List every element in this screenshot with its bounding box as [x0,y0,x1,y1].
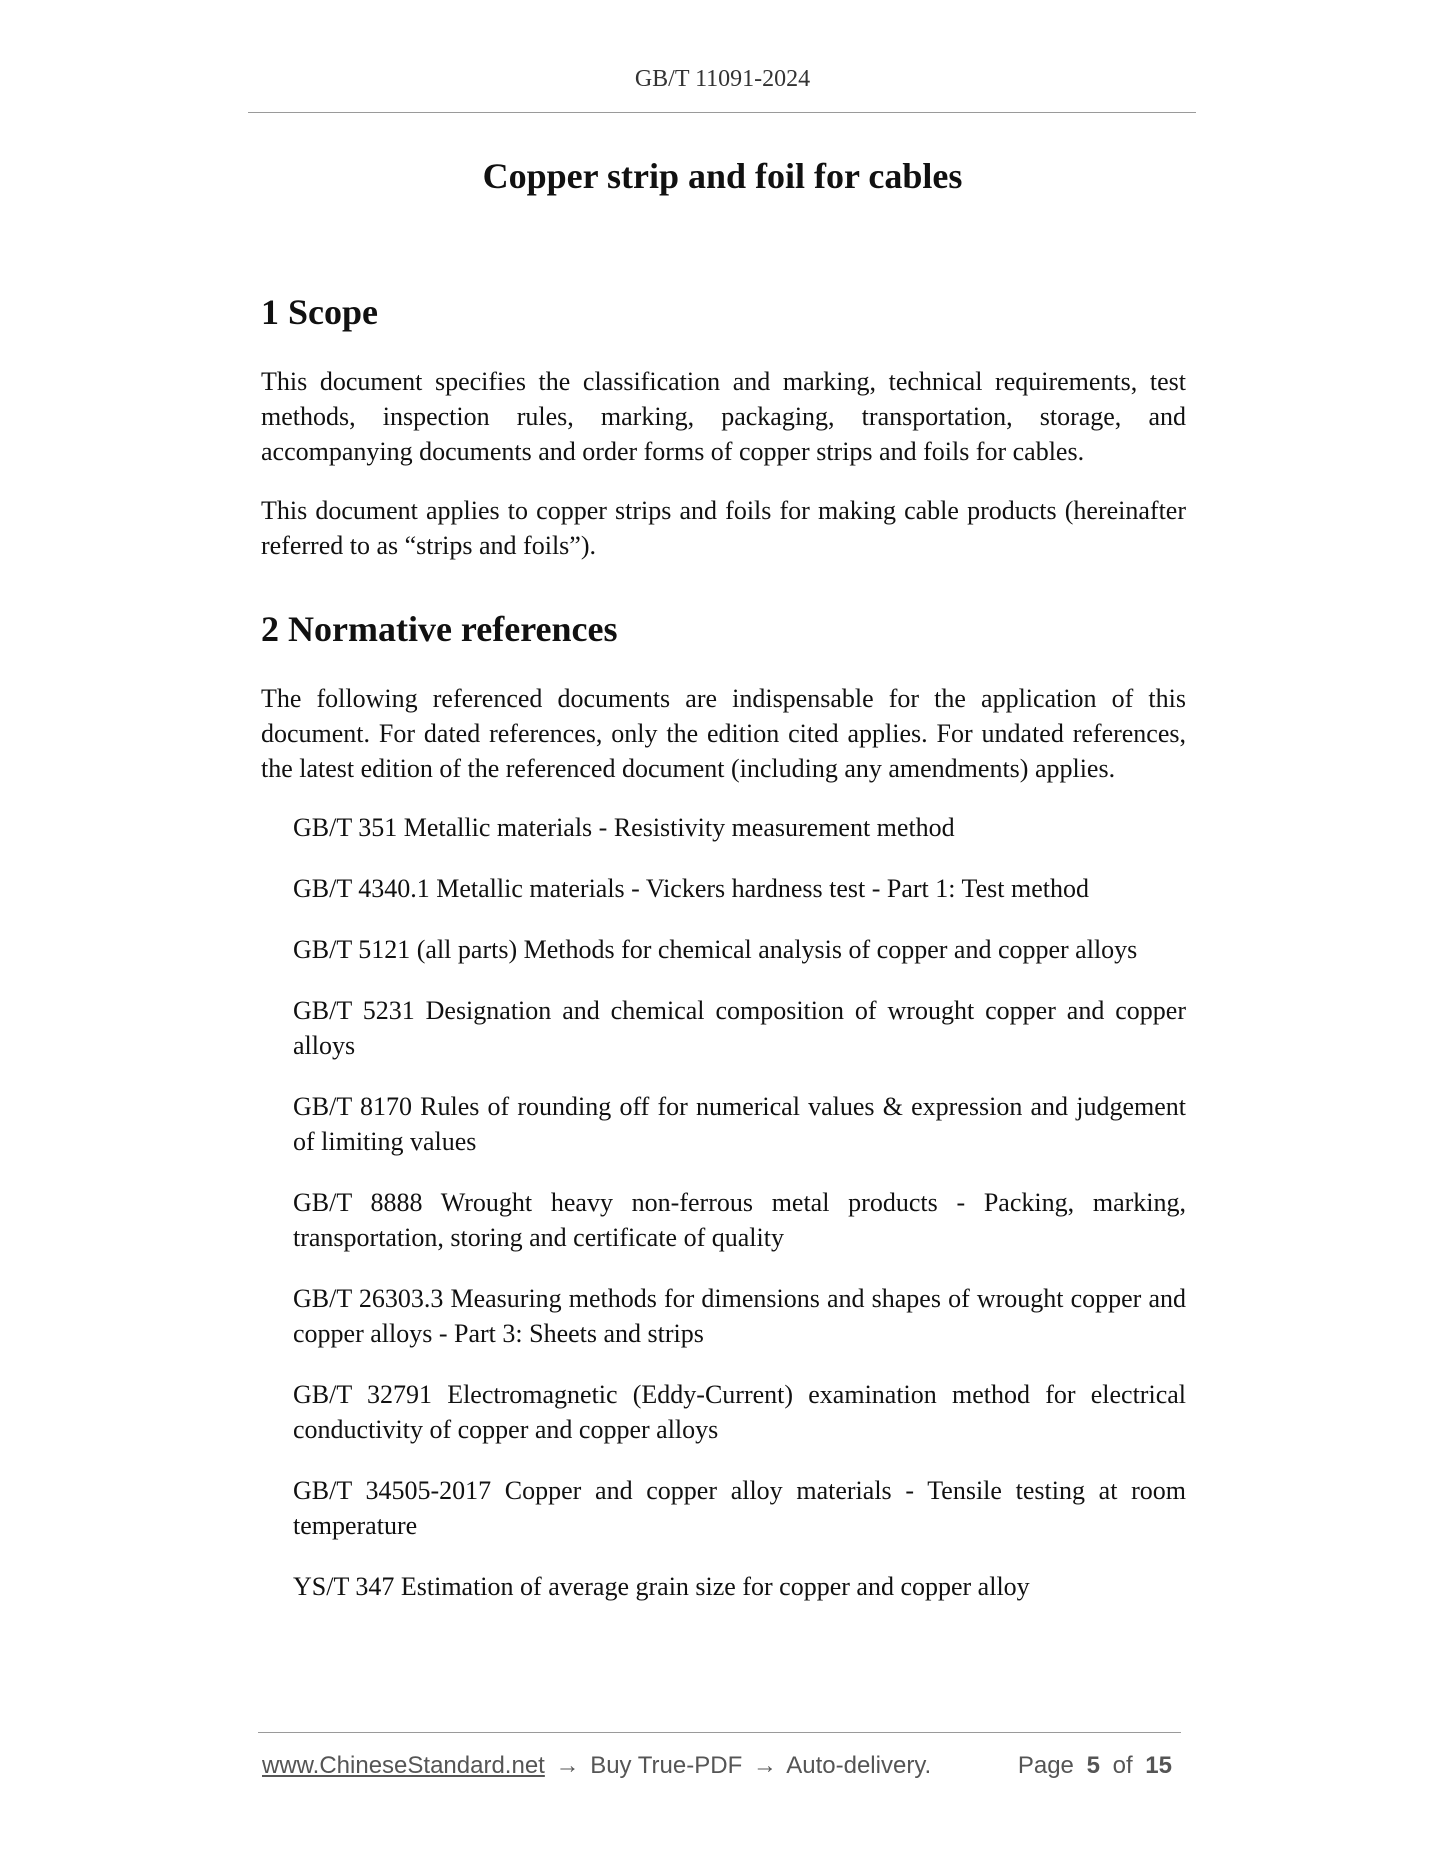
section-heading-normative-references: 2 Normative references [261,609,618,649]
reference-item: GB/T 34505-2017 Copper and copper alloy materials - Tensile testing at room temperature [293,1476,1186,1540]
reference-item: GB/T 5231 Designation and chemical composition of wrought copper and copper alloys [293,996,1186,1060]
scope-paragraph: This document specifies the classification and marking, technical requirements, test methods, inspection rules, marking, packaging, transportation, storage, and accompanying documents and order forms of copper strips and foils for cables. [261,367,1186,466]
page-total: 15 [1145,1752,1172,1779]
reference-item: GB/T 351 Metallic materials - Resistivity measurement method [293,813,955,842]
reference-item: GB/T 26303.3 Measuring methods for dimensions and shapes of wrought copper and copper alloys - Part 3: Sheets and strips [293,1284,1186,1348]
header-divider [248,112,1196,113]
reference-item: GB/T 32791 Electromagnetic (Eddy-Current) examination method for electrical conductivity of copper and copper alloys [293,1380,1186,1444]
website-link[interactable]: www.ChineseStandard.net [262,1752,545,1779]
reference-item: GB/T 5121 (all parts) Methods for chemical analysis of copper and copper alloys [293,935,1138,964]
page-indicator [1018,1752,1178,1780]
arrow-right-icon: → [752,1752,777,1779]
page-of-label: of [1112,1752,1133,1779]
page-current: 5 [1086,1752,1100,1779]
auto-delivery-text: Auto-delivery. [786,1752,932,1779]
page-label: Page [1017,1752,1074,1779]
buy-true-pdf-text: Buy True-PDF [590,1752,743,1779]
section-heading-scope: 1 Scope [261,292,378,332]
page-footer [262,1752,1182,1784]
normative-intro-paragraph: The following referenced documents are indispensable for the application of this document. For dated references, only the edition cited applies. For undated references, the latest edition of the referenced document (including any amendments) applies. [261,684,1186,783]
scope-paragraph: This document applies to copper strips and foils for making cable products (hereinafter referred to as “strips and foils”). [261,496,1186,560]
footer-divider [258,1732,1181,1733]
footer-promo [262,1752,931,1780]
document-body [261,290,1186,1630]
arrow-right-icon: → [555,1752,580,1779]
header-standard-code: GB/T 11091-2024 [634,66,811,92]
reference-item: GB/T 8888 Wrought heavy non-ferrous metal products - Packing, marking, transportation, storing and certificate of quality [293,1188,1186,1252]
reference-item: GB/T 8170 Rules of rounding off for numerical values & expression and judgement of limiting values [293,1092,1186,1156]
document-title: Copper strip and foil for cables [482,156,963,196]
reference-list [261,810,1186,1604]
reference-item: GB/T 4340.1 Metallic materials - Vickers hardness test - Part 1: Test method [293,874,1089,903]
reference-item: YS/T 347 Estimation of average grain size for copper and copper alloy [293,1572,1030,1601]
